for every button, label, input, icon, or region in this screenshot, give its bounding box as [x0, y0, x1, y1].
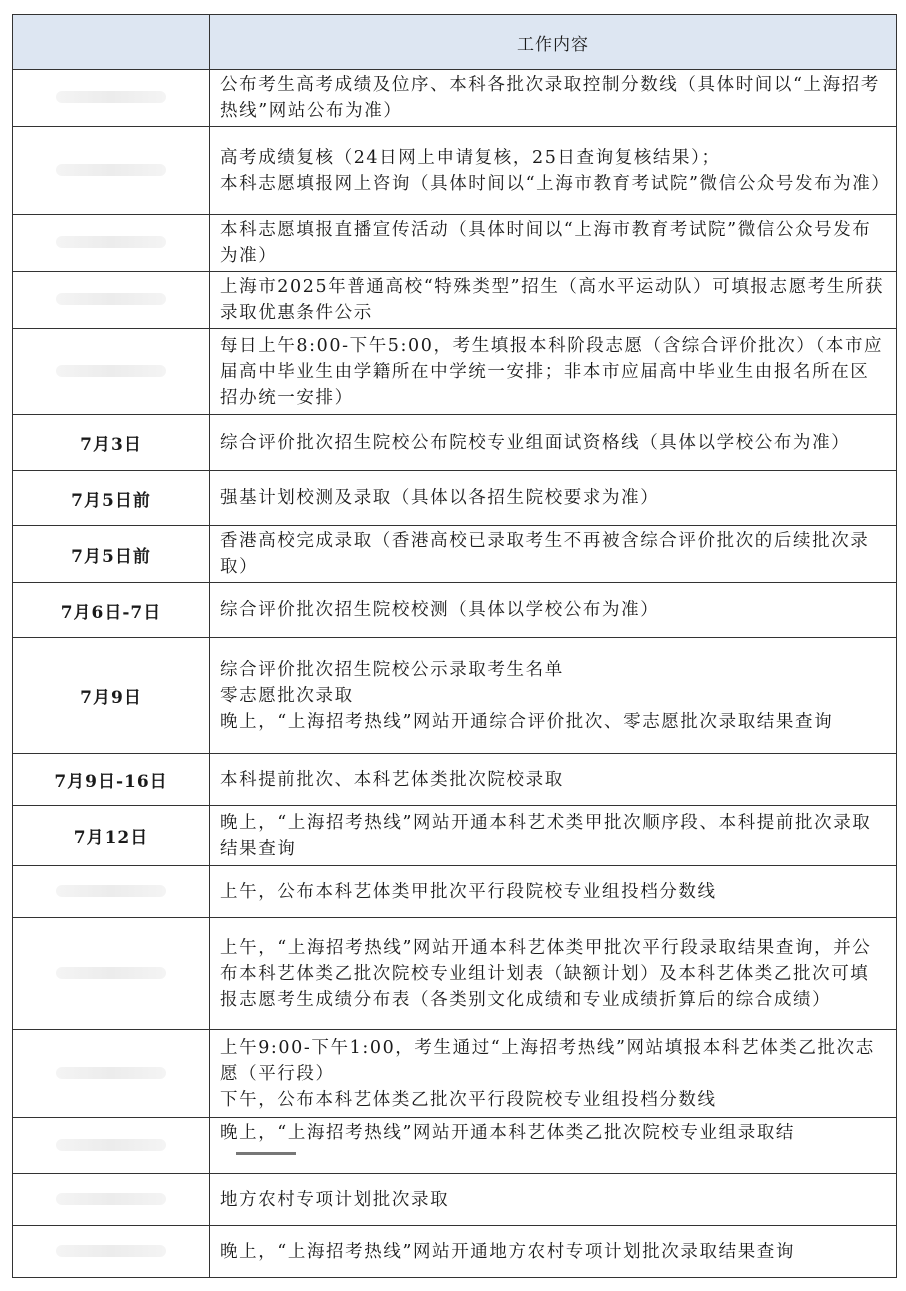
work-line: 本科志愿填报网上咨询（具体时间以“上海市教育考试院”微信公众号发布为准） [220, 173, 891, 194]
table-row [13, 1174, 897, 1226]
table-row [13, 215, 897, 272]
table-row [13, 127, 897, 215]
date-cell [13, 918, 210, 1030]
work-cell [210, 583, 897, 638]
date-cell [13, 1118, 210, 1174]
date-cell: 7月5日前 [13, 471, 210, 526]
work-cell [210, 127, 897, 215]
table-row [13, 526, 897, 583]
table-row [13, 272, 897, 329]
work-line: 本科志愿填报直播宣传活动（具体时间以“上海市教育考试院”微信公众号发布为准） [220, 220, 872, 266]
blurred-date [56, 1139, 166, 1151]
work-line: 综合评价批次招生院校公布院校专业组面试资格线（具体以学校公布为准） [220, 432, 851, 453]
work-line: 上午，公布本科艺体类甲批次平行段院校专业组投档分数线 [220, 881, 717, 902]
date-cell [13, 215, 210, 272]
table-row [13, 415, 897, 471]
blurred-date [56, 236, 166, 248]
work-line: 上海市2025年普通高校“特殊类型”招生（高水平运动队）可填报志愿考生所获录取优惠条件公示 [220, 277, 885, 323]
schedule-table [12, 14, 897, 1278]
work-cell [210, 215, 897, 272]
table-row [13, 70, 897, 127]
work-line: 公布考生高考成绩及位序、本科各批次录取控制分数线（具体时间以“上海招考热线”网站公布为准） [220, 75, 880, 121]
date-cell [13, 272, 210, 329]
date-cell [13, 1030, 210, 1118]
work-cell [210, 806, 897, 866]
work-line: 上午，“上海招考热线”网站开通本科艺体类甲批次平行段录取结果查询，并公布本科艺体类乙批次院校专业组计划表（缺额计划）及本科艺体类乙批次可填报志愿考生成绩分布表（各类别文化成绩和专业成绩折算后的综合成绩） [220, 937, 872, 1010]
date-cell: 7月6日-7日 [13, 583, 210, 638]
date-cell: 7月9日-16日 [13, 754, 210, 806]
blurred-date [56, 967, 166, 979]
work-cell [210, 526, 897, 583]
work-cell [210, 1174, 897, 1226]
work-line: 强基计划校测及录取（具体以各招生院校要求为准） [220, 488, 660, 508]
work-cell [210, 471, 897, 526]
header-work-content: 工作内容 [210, 15, 897, 70]
date-cell [13, 127, 210, 215]
blurred-date [56, 91, 166, 103]
work-line: 香港高校完成录取（香港高校已录取考生不再被含综合评价批次的后续批次录取） [220, 531, 870, 577]
work-line: 零志愿批次录取 [220, 685, 354, 706]
date-cell: 7月12日 [13, 806, 210, 866]
table-row [13, 583, 897, 638]
work-line: 晚上，“上海招考热线”网站开通地方农村专项计划批次录取结果查询 [220, 1241, 795, 1262]
work-cell [210, 866, 897, 918]
work-cell [210, 1030, 897, 1118]
date-cell: 7月9日 [13, 638, 210, 754]
table-header-row [13, 15, 897, 70]
work-cell [210, 754, 897, 806]
work-cell [210, 272, 897, 329]
work-cell [210, 70, 897, 127]
blurred-date [56, 1245, 166, 1257]
date-cell [13, 1226, 210, 1278]
table-row [13, 329, 897, 415]
work-line: 晚上，“上海招考热线”网站开通综合评价批次、零志愿批次录取结果查询 [220, 711, 834, 732]
work-cell [210, 1226, 897, 1278]
work-line: 下午，公布本科艺体类乙批次平行段院校专业组投档分数线 [220, 1089, 717, 1110]
date-cell [13, 70, 210, 127]
date-cell: 7月3日 [13, 415, 210, 471]
table-row [13, 1030, 897, 1118]
work-cell [210, 1118, 897, 1174]
work-cell [210, 638, 897, 754]
blurred-date [56, 1193, 166, 1205]
cutoff-mark [236, 1152, 296, 1155]
date-cell: 7月5日前 [13, 526, 210, 583]
work-cell [210, 329, 897, 415]
table-row [13, 754, 897, 806]
work-line: 本科提前批次、本科艺体类批次院校录取 [220, 769, 564, 790]
table-row [13, 1226, 897, 1278]
blurred-date [56, 885, 166, 897]
work-cell [210, 415, 897, 471]
blurred-date [56, 164, 166, 176]
work-line: 高考成绩复核（24日网上申请复核，25日查询复核结果）； [220, 147, 721, 168]
table-row [13, 638, 897, 754]
blurred-date [56, 293, 166, 305]
work-line: 每日上午8:00-下午5:00，考生填报本科阶段志愿（含综合评价批次）（本市应届高中毕业生由学籍所在中学统一安排；非本市应届高中毕业生由报名所在区招办统一安排） [220, 335, 884, 408]
work-line: 地方农村专项计划批次录取 [220, 1189, 450, 1210]
header-date [13, 15, 210, 70]
work-cell [210, 918, 897, 1030]
blurred-date [56, 365, 166, 377]
date-cell [13, 866, 210, 918]
work-line: 综合评价批次招生院校校测（具体以学校公布为准） [220, 600, 660, 620]
work-line: 晚上，“上海招考热线”网站开通本科艺术类甲批次顺序段、本科提前批次录取结果查询 [220, 812, 872, 859]
date-cell [13, 1174, 210, 1226]
table-row [13, 866, 897, 918]
table-row [13, 806, 897, 866]
date-cell [13, 329, 210, 415]
table-row [13, 471, 897, 526]
blurred-date [56, 1067, 166, 1079]
table-body [13, 70, 897, 1278]
table-row [13, 918, 897, 1030]
work-line: 晚上，“上海招考热线”网站开通本科艺体类乙批次院校专业组录取结 [220, 1123, 795, 1143]
work-line: 综合评价批次招生院校公示录取考生名单 [220, 659, 564, 680]
table-row [13, 1118, 897, 1174]
work-line: 上午9:00-下午1:00，考生通过“上海招考热线”网站填报本科艺体类乙批次志愿（平行段） [220, 1037, 875, 1084]
